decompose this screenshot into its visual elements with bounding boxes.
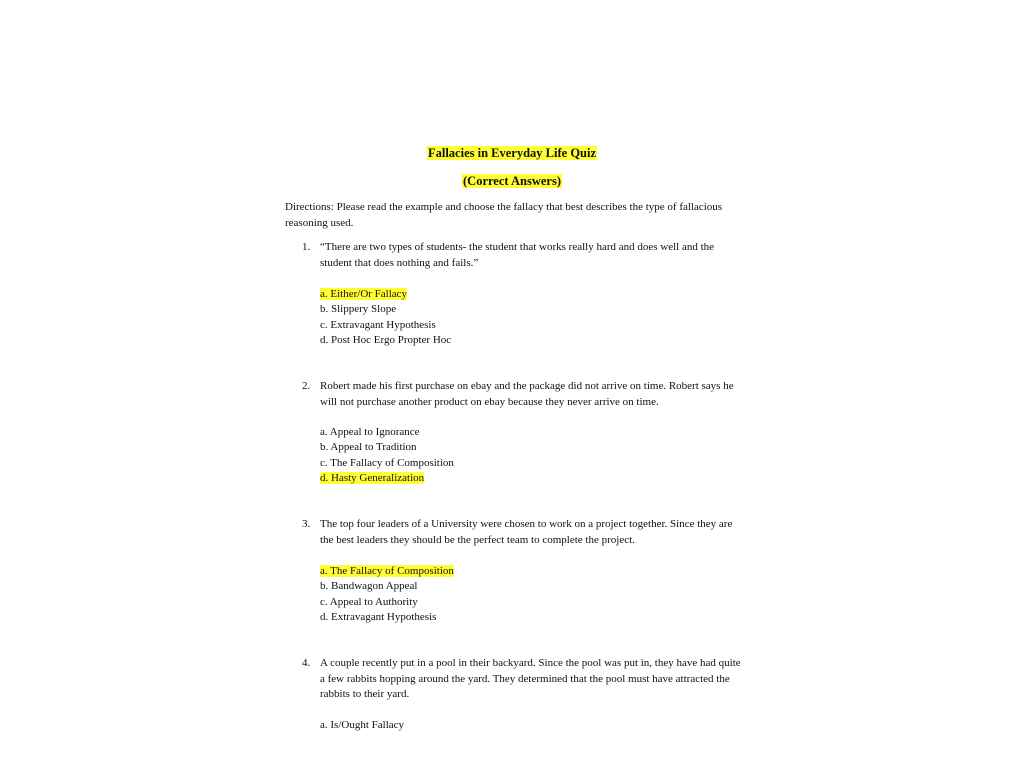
answer-options	[320, 718, 620, 733]
answer-options	[320, 287, 620, 349]
answer-option: c. Appeal to Authority	[320, 595, 418, 608]
question-number: 3.	[302, 518, 311, 530]
answer-highlight: a. Either/Or Fallacy	[320, 288, 408, 300]
answer-option: a. Is/Ought Fallacy	[320, 719, 405, 731]
answer-options	[320, 564, 620, 626]
answer-options	[320, 425, 620, 487]
answer-option-correct	[320, 471, 620, 486]
answer-option-correct	[320, 287, 620, 302]
question-number: 2.	[302, 380, 311, 392]
answer-highlight: a. The Fallacy of Composition	[320, 565, 454, 577]
question-text: The top four leaders of a University were chosen to work on a project together. Since they are the best leaders they should be the perfect team to complete the project.	[320, 518, 733, 546]
answer-option: b. Slippery Slope	[320, 303, 397, 316]
answer-option-correct	[320, 564, 620, 579]
answer-option: a. Appeal to Ignorance	[320, 426, 420, 438]
answer-option: d. Post Hoc Ergo Propter Hoc	[320, 334, 452, 347]
quiz-title-text: Fallacies in Everyday Life Quiz	[427, 146, 597, 160]
directions-text: Directions: Please read the example and choose the fallacy that best describes the type of fallacious reasoning used.	[285, 201, 723, 229]
question-text: “There are two types of students- the student that works really hard and does well and the student that does nothing and fails.”	[320, 241, 715, 269]
answer-option: b. Appeal to Tradition	[320, 441, 417, 454]
answer-highlight: d. Hasty Generalization	[320, 472, 425, 485]
question-text: Robert made his first purchase on ebay and the package did not arrive on time. Robert says he will not purchase another product on ebay because they never arrive on time.	[320, 380, 734, 408]
quiz-subtitle	[0, 173, 1024, 189]
question-text: A couple recently put in a pool in their backyard. Since the pool was put in, they have had quite a few rabbits hopping around the yard. They determined that the pool must have attracted the rabbits to their yard.	[320, 657, 741, 700]
question-number: 1.	[302, 241, 311, 253]
question-number: 4.	[302, 657, 311, 669]
quiz-title	[0, 145, 1024, 161]
quiz-subtitle-text: (Correct Answers)	[463, 174, 561, 188]
answer-option: b. Bandwagon Appeal	[320, 580, 418, 593]
answer-option: d. Extravagant Hypothesis	[320, 611, 437, 624]
answer-option: c. The Fallacy of Composition	[320, 456, 454, 469]
answer-option: c. Extravagant Hypothesis	[320, 318, 436, 331]
